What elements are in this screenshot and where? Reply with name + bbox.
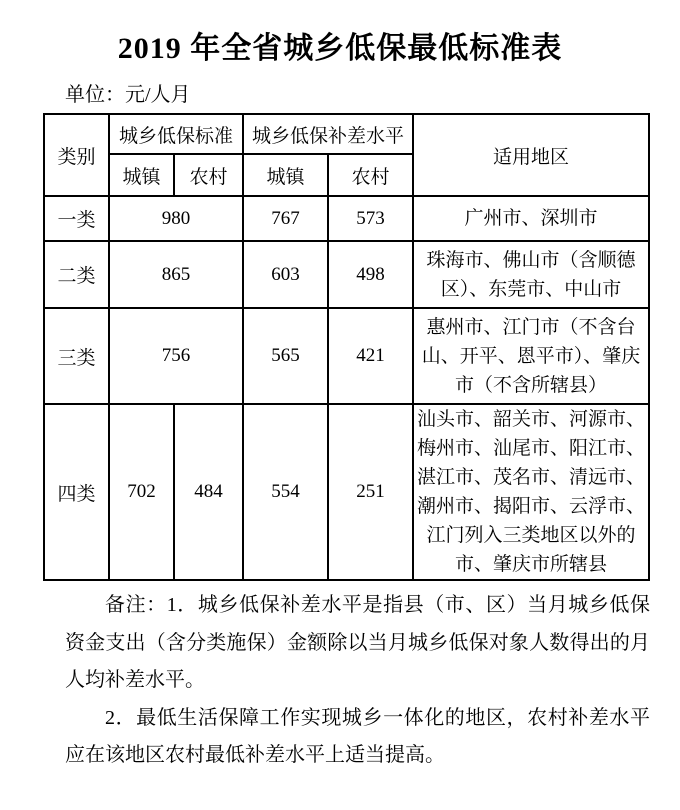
- note-2: 2．最低生活保障工作实现城乡一体化的地区，农村补差水平应在该地区农村最低补差水平上适当提高。: [65, 706, 650, 766]
- subsidy-urban-cell: 603: [243, 241, 328, 308]
- note-1: 备注：1．城乡低保补差水平是指县（市、区）当月城乡低保资金支出（含分类施保）金额除以当月城乡低保对象人数得出的月人均补差水平。: [65, 594, 650, 691]
- header-subsidy-urban: 城镇: [243, 154, 328, 196]
- table-row-category-3: [44, 308, 649, 404]
- unit-label: 单位：元/人月: [65, 84, 191, 106]
- header-row-1: [44, 114, 649, 154]
- page-title: 2019 年全省城乡低保最低标准表: [117, 32, 563, 65]
- subsidy-urban-cell: 554: [243, 404, 328, 580]
- region-cell: 珠海市、佛山市（含顺德区）、东莞市、中山市: [413, 241, 649, 308]
- subsidy-urban-cell: 565: [243, 308, 328, 404]
- subsidy-rural-cell: 498: [328, 241, 413, 308]
- header-standard-group: 城乡低保标准: [109, 114, 243, 154]
- table-row-category-4: [44, 404, 649, 580]
- table-row-category-1: [44, 196, 649, 241]
- category-cell: 二类: [44, 241, 109, 308]
- table-row-category-2: [44, 241, 649, 308]
- header-standard-rural: 农村: [174, 154, 243, 196]
- region-cell: 惠州市、江门市（不含台山、开平、恩平市）、肇庆市（不含所辖县）: [413, 308, 649, 404]
- notes-section: [65, 587, 650, 775]
- header-region: 适用地区: [413, 114, 649, 196]
- standard-value-cell: 865: [109, 241, 243, 308]
- standard-rural-cell: 484: [174, 404, 243, 580]
- subsidy-urban-cell: 767: [243, 196, 328, 241]
- region-cell: 汕头市、韶关市、河源市、梅州市、汕尾市、阳江市、湛江市、茂名市、清远市、潮州市、揭阳市、云浮市、江门列入三类地区以外的市、肇庆市所辖县: [413, 404, 649, 580]
- header-standard-urban: 城镇: [109, 154, 174, 196]
- header-subsidy-group: 城乡低保补差水平: [243, 114, 413, 154]
- category-cell: 三类: [44, 308, 109, 404]
- category-cell: 四类: [44, 404, 109, 580]
- standard-value-cell: 756: [109, 308, 243, 404]
- subsidy-rural-cell: 251: [328, 404, 413, 580]
- region-cell: 广州市、深圳市: [413, 196, 649, 241]
- standard-urban-cell: 702: [109, 404, 174, 580]
- standard-value-cell: 980: [109, 196, 243, 241]
- standards-table: [43, 113, 650, 581]
- subsidy-rural-cell: 573: [328, 196, 413, 241]
- category-cell: 一类: [44, 196, 109, 241]
- header-subsidy-rural: 农村: [328, 154, 413, 196]
- subsidy-rural-cell: 421: [328, 308, 413, 404]
- header-category: 类别: [44, 114, 109, 196]
